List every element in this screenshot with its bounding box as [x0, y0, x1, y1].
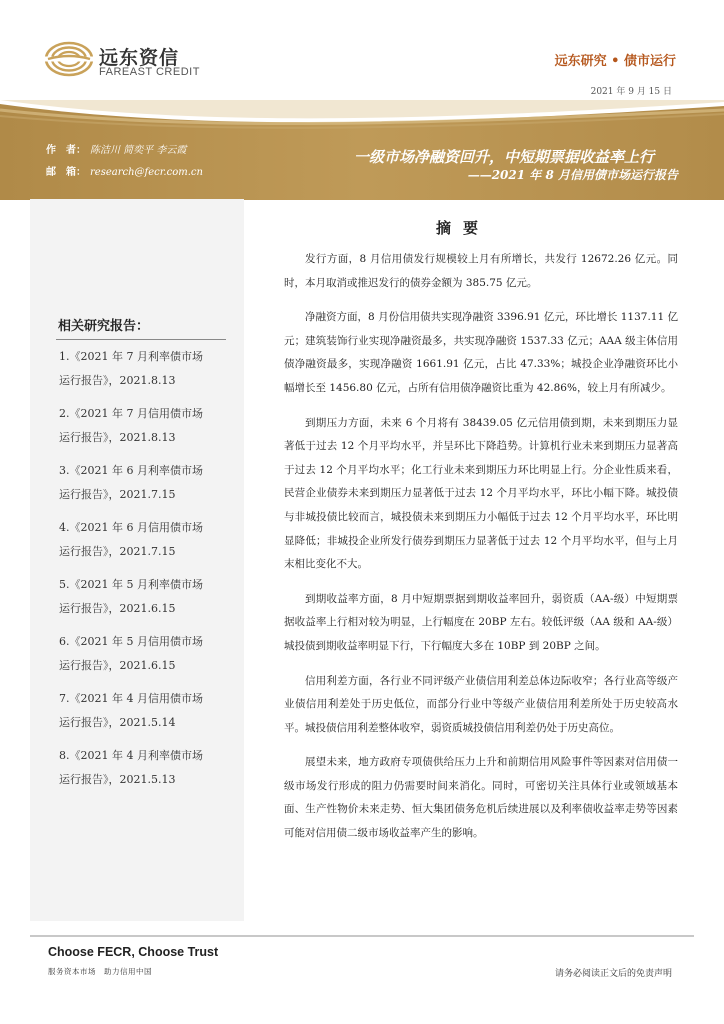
related-report-date: 运行报告》，2021.7.15 [59, 545, 176, 558]
summary-paragraph-yield: 到期收益率方面，8 月中短期票据到期收益率回升，弱资质（AA-级）中短期票据收益率上行相对较为明显，上行幅度在 20BP 左右。较低评级（AA 级和 AA-级）城投债到期收益率明显下行，下行幅度大多在 10BP 到 20BP 之间。 [284, 592, 678, 652]
related-report-title: 4.《2021 年 6 月信用债市场 [59, 521, 203, 534]
related-report-title: 7.《2021 年 4 月信用债市场 [59, 692, 203, 705]
related-report-date: 运行报告》，2021.8.13 [59, 374, 176, 387]
disclaimer-link[interactable]: 请务必阅读正文后的免责声明 [554, 969, 672, 979]
related-report-title: 1.《2021 年 7 月利率债市场 [59, 350, 203, 363]
author-names: 陈洁川 简奕平 李云霞 [90, 145, 187, 156]
divider [56, 339, 226, 340]
related-report-title: 3.《2021 年 6 月利率债市场 [59, 464, 203, 477]
summary-heading: 摘要 [436, 219, 491, 237]
footer-divider [30, 935, 694, 937]
report-title: 一级市场净融资回升，中短期票据收益率上行 [353, 148, 654, 166]
related-report-date: 运行报告》，2021.5.13 [59, 773, 176, 786]
footer-slogan-cn: 服务资本市场 助力信用中国 [48, 967, 152, 976]
related-report-title: 8.《2021 年 4 月利率债市场 [59, 749, 203, 762]
related-report-date: 运行报告》，2021.7.15 [59, 488, 176, 501]
email-line [46, 163, 203, 178]
summary-paragraph-spread: 信用利差方面，各行业不同评级产业债信用利差总体边际收窄；各行业高等级产业债信用利差处于历史低位，而部分行业中等级产业债信用利差所处于历史较高水平。城投债信用利差整体收窄，弱资质城投债信用利差仍处于历史高位。 [284, 674, 678, 734]
related-report-date: 运行报告》，2021.8.13 [59, 431, 176, 444]
related-report-title: 5.《2021 年 5 月利率债市场 [59, 578, 203, 591]
brand-name-en: FAREAST CREDIT [99, 66, 200, 78]
series-label: 远东研究 • 债市运行 [554, 54, 676, 69]
summary-paragraph-net-financing: 净融资方面，8 月份信用债共实现净融资 3396.91 亿元，环比增长 1137.11 亿元；建筑装饰行业实现净融资最多，共实现净融资 1537.33 亿元；AAA 级主体信用债净融资最多，实现净融资 1661.91 亿元，占比 47.33%；城投企业净融资环比小幅增长至 1456.80 亿元，占所有信用债净融资比重为 42.86%，较上月有所减少。 [284, 311, 678, 394]
related-report-date: 运行报告》，2021.6.15 [59, 659, 176, 672]
related-report-item[interactable] [59, 573, 239, 630]
related-reports-sidebar [30, 199, 244, 921]
related-reports-list [59, 345, 239, 801]
related-report-item[interactable] [59, 630, 239, 687]
summary-paragraph-maturity: 到期压力方面，未来 6 个月将有 38439.05 亿元信用债到期，未来到期压力显著低于过去 12 个月平均水平，并呈环比下降趋势。计算机行业未来到期压力显著高于过去 12 个月平均水平；化工行业未来到期压力环比明显上行。分企业性质来看，民营企业债券未来到期压力显著低于过去 12 个月平均水平，环比小幅下降。城投债与非城投债比较而言，城投债未来到期压力小幅低于过去 12 个月平均水平，环比明显降低；非城投企业所发行债券到期压力显著低于过去 12 个月平均水平，但与上月末相比变化不大。 [284, 416, 678, 571]
summary-paragraph-outlook: 展望未来，地方政府专项债供给压力上升和前期信用风险事件等因素对信用债一级市场发行形成的阻力仍需要时间来消化。同时，可密切关注具体行业或领域基本面、生产性物价未来走势、恒大集团债务危机后续进展以及利率债收益率走势等因素可能对信用债二级市场收益率产生的影响。 [284, 756, 678, 840]
summary-body [284, 248, 678, 857]
footer-slogan: Choose FECR, Choose Trust [48, 945, 219, 959]
related-report-item[interactable] [59, 687, 239, 744]
related-reports-title: 相关研究报告： [58, 319, 150, 334]
related-report-item[interactable] [59, 459, 239, 516]
related-report-item[interactable] [59, 402, 239, 459]
related-report-item[interactable] [59, 516, 239, 573]
related-report-title: 2.《2021 年 7 月信用债市场 [59, 407, 203, 420]
summary-paragraph-issuance: 发行方面，8 月信用债发行规模较上月有所增长，共发行 12672.26 亿元。同时，本月取消或推迟发行的债券金额为 385.75 亿元。 [284, 253, 678, 289]
related-report-date: 运行报告》，2021.5.14 [59, 716, 176, 729]
author-label: 作 者： [46, 145, 86, 156]
author-line [46, 141, 186, 156]
related-report-date: 运行报告》，2021.6.15 [59, 602, 176, 615]
email-address[interactable]: research@fecr.com.cn [90, 167, 203, 178]
related-report-item[interactable] [59, 345, 239, 402]
report-date: 2021 年 9 月 15 日 [590, 87, 672, 97]
related-report-item[interactable] [59, 744, 239, 801]
related-report-title: 6.《2021 年 5 月信用债市场 [59, 635, 203, 648]
report-subtitle: ——2021 年 8 月信用债市场运行报告 [467, 168, 678, 182]
email-label: 邮 箱： [46, 167, 86, 178]
brand-name-cn: 远东资信 [99, 47, 180, 69]
fecr-logo-icon [44, 41, 94, 77]
